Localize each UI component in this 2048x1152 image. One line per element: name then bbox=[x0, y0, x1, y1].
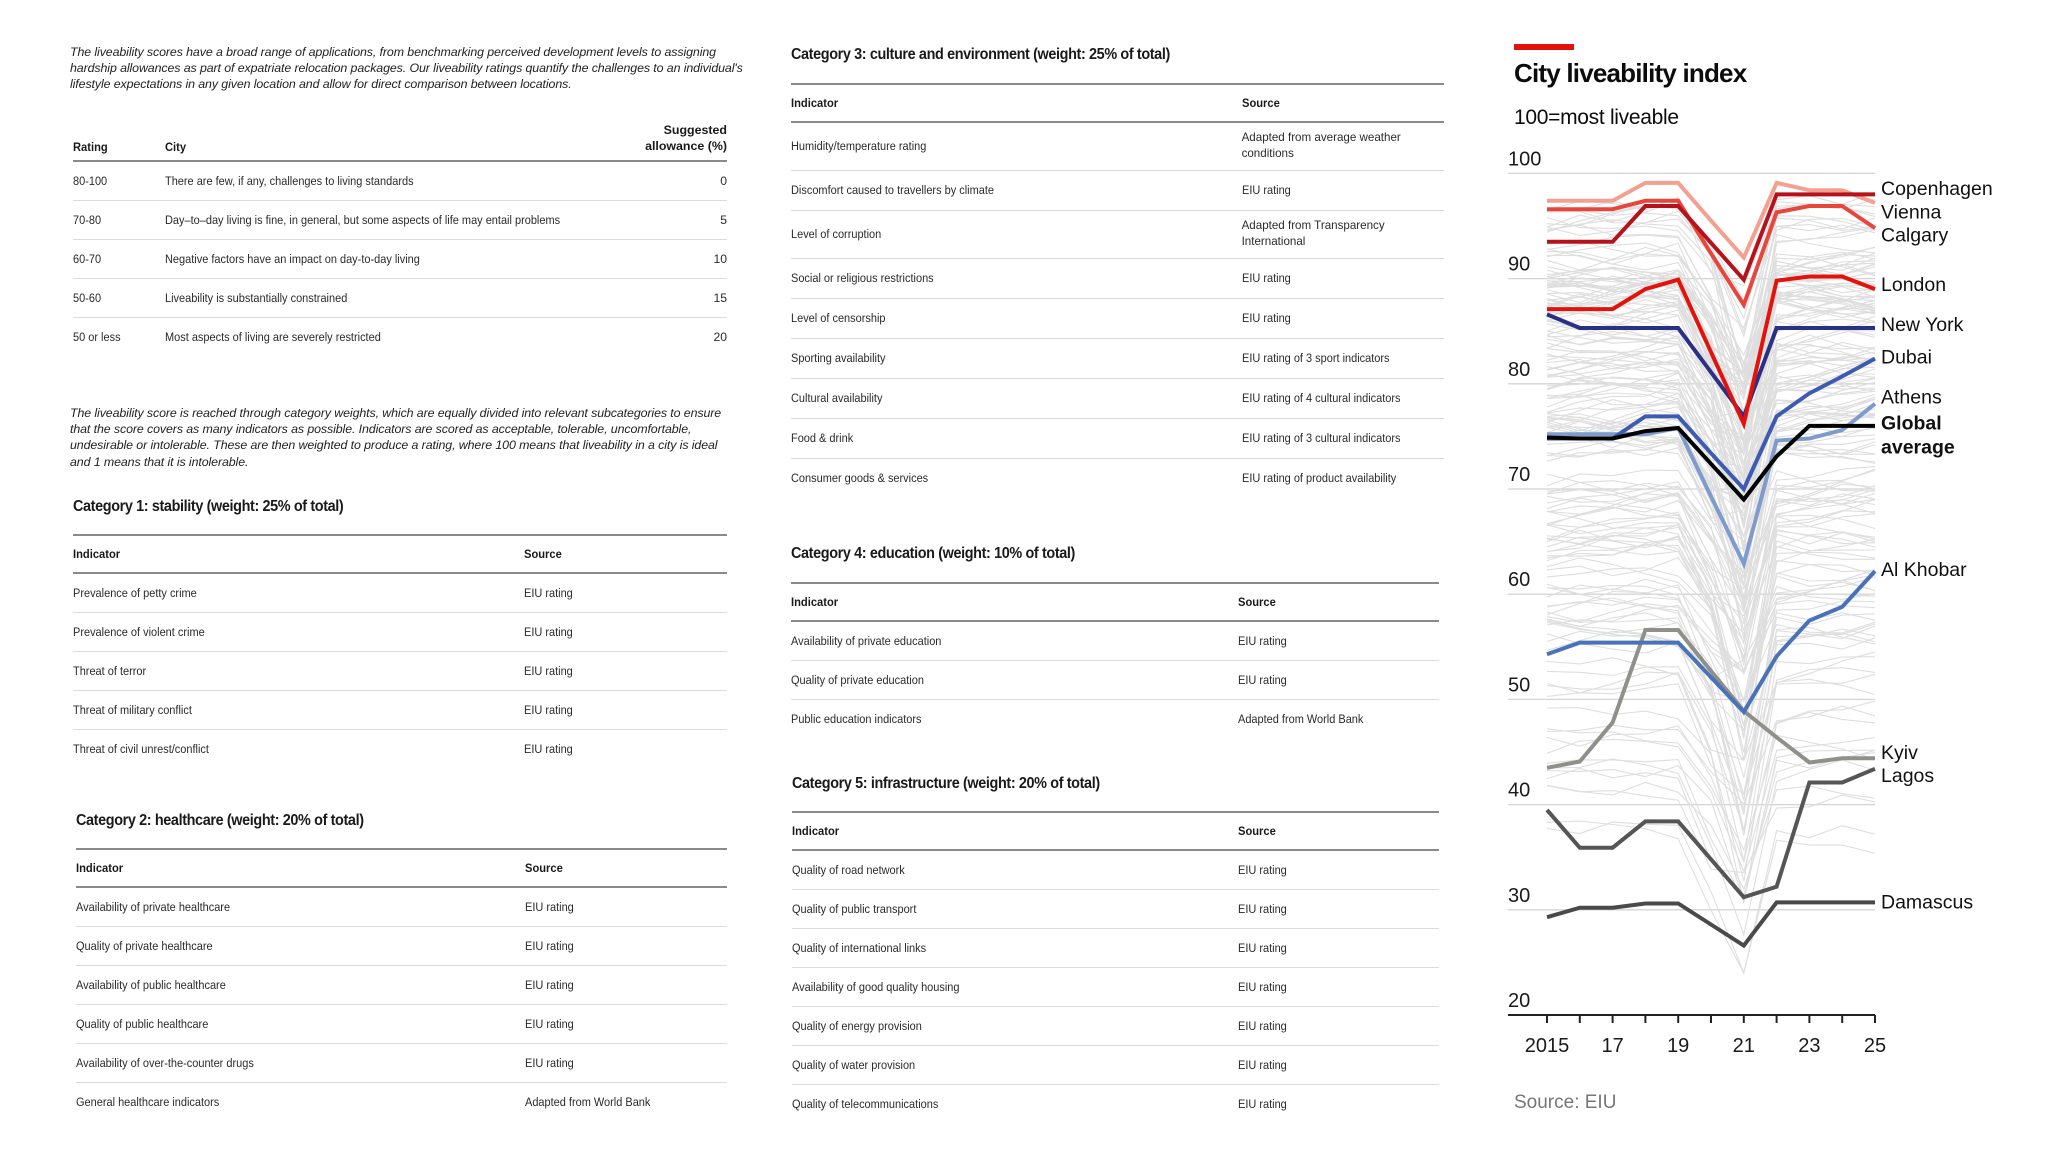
liveability-chart bbox=[1500, 30, 2048, 1140]
y-tick-label: 90 bbox=[1508, 253, 1531, 276]
indicator-table-header bbox=[792, 812, 1439, 850]
indicator-row bbox=[791, 458, 1444, 498]
indicator-source: EIU rating of product availability bbox=[1241, 471, 1396, 486]
indicator-source: EIU rating of 3 sport indicators bbox=[1242, 338, 1444, 378]
allowance-value: 15 bbox=[607, 279, 727, 318]
category-4-table bbox=[791, 582, 1439, 738]
indicator-source: EIU rating bbox=[525, 966, 727, 1005]
rating-value: 80-100 bbox=[73, 161, 165, 201]
series-label-copenhagen: Copenhagen bbox=[1881, 178, 1993, 201]
indicator-source: EIU rating bbox=[1242, 298, 1444, 338]
indicator-source: EIU rating bbox=[1238, 890, 1439, 929]
x-tick-label: 23 bbox=[1798, 1035, 1821, 1057]
indicator-source: EIU rating bbox=[1238, 661, 1439, 700]
indicator-name: Threat of military conflict bbox=[73, 691, 524, 730]
category-1-table bbox=[73, 534, 727, 768]
rating-description: There are few, if any, challenges to living standards bbox=[165, 161, 607, 201]
source-header: Source bbox=[1238, 812, 1439, 850]
series-label-london: London bbox=[1881, 273, 1947, 296]
indicator-source: EIU rating bbox=[524, 613, 727, 652]
indicator-row bbox=[76, 966, 727, 1005]
indicator-name: Level of corruption bbox=[791, 210, 1242, 258]
indicator-name: Food & drink bbox=[791, 418, 1242, 458]
rating-value: 70-80 bbox=[73, 201, 165, 240]
background-city-line bbox=[1547, 309, 1875, 488]
series-label-calgary: Calgary bbox=[1881, 224, 1949, 247]
category-5-table bbox=[792, 811, 1439, 1123]
indicator-table-header bbox=[791, 84, 1444, 122]
indicator-name: Quality of public transport bbox=[792, 890, 1238, 929]
background-city-line bbox=[1547, 205, 1875, 332]
indicator-row bbox=[791, 298, 1444, 338]
indicator-row bbox=[792, 929, 1439, 968]
indicator-source: Adapted from Transparency International bbox=[1242, 210, 1444, 258]
indicator-row bbox=[791, 378, 1444, 418]
chart-source: Source: EIU bbox=[1514, 1092, 1617, 1113]
indicator-name: Quality of water provision bbox=[792, 1046, 1238, 1085]
indicator-row bbox=[73, 730, 727, 769]
y-tick-label: 100 bbox=[1508, 148, 1542, 171]
indicator-row bbox=[73, 691, 727, 730]
source-header: Source bbox=[1238, 583, 1439, 621]
indicator-name: Quality of energy provision bbox=[792, 1007, 1238, 1046]
indicator-source: EIU rating bbox=[525, 887, 727, 927]
indicator-source: EIU rating bbox=[1238, 1097, 1288, 1111]
indicator-name: Discomfort caused to travellers by climate bbox=[791, 170, 1242, 210]
indicator-name: Availability of good quality housing bbox=[792, 968, 1238, 1007]
rating-description: Day–to–day living is fine, in general, but some aspects of life may entail problems bbox=[165, 201, 607, 240]
y-tick-label: 50 bbox=[1508, 674, 1531, 697]
indicator-source: EIU rating bbox=[1238, 850, 1439, 890]
indicator-row bbox=[791, 338, 1444, 378]
indicator-table-header bbox=[76, 849, 727, 887]
indicator-source: Adapted from World Bank bbox=[525, 1095, 651, 1109]
source-header: Source bbox=[524, 535, 727, 573]
indicator-row bbox=[792, 850, 1439, 890]
indicator-name: Quality of telecommunications bbox=[792, 1097, 939, 1111]
indicator-table-header bbox=[791, 583, 1439, 621]
indicator-row bbox=[73, 613, 727, 652]
indicator-name: Humidity/temperature rating bbox=[791, 122, 1242, 170]
indicator-source: Adapted from average weather conditions bbox=[1242, 122, 1444, 170]
indicator-source: EIU rating bbox=[525, 1005, 727, 1044]
rating-description: Negative factors have an impact on day-to-day living bbox=[165, 240, 607, 279]
indicator-source: EIU rating bbox=[525, 927, 727, 966]
indicator-row bbox=[792, 1046, 1439, 1085]
rating-description: Liveability is substantially constrained bbox=[165, 279, 607, 318]
allowance-value: 0 bbox=[607, 161, 727, 201]
indicator-name: Threat of civil unrest/conflict bbox=[73, 742, 209, 756]
indicator-header: Indicator bbox=[791, 84, 1242, 122]
indicator-name: Quality of private education bbox=[791, 661, 1238, 700]
allowance-value: 20 bbox=[713, 330, 727, 344]
indicator-name: Social or religious restrictions bbox=[791, 258, 1242, 298]
x-tick-label: 17 bbox=[1601, 1035, 1624, 1057]
indicator-source: EIU rating bbox=[1242, 258, 1444, 298]
city-header: City bbox=[165, 122, 607, 161]
background-city-line bbox=[1547, 507, 1875, 673]
y-tick-label: 30 bbox=[1508, 884, 1531, 907]
indicator-source: EIU rating bbox=[1238, 1046, 1439, 1085]
rating-row bbox=[73, 240, 727, 279]
indicator-name: Availability of public healthcare bbox=[76, 966, 525, 1005]
indicator-row bbox=[76, 887, 727, 927]
indicator-source: EIU rating bbox=[1238, 929, 1439, 968]
x-tick-label: 21 bbox=[1732, 1035, 1755, 1057]
rating-header: Rating bbox=[73, 122, 165, 161]
indicator-source: EIU rating bbox=[524, 742, 574, 756]
series-label-damascus: Damascus bbox=[1881, 891, 1974, 914]
indicator-name: Sporting availability bbox=[791, 338, 1242, 378]
indicator-source: EIU rating bbox=[524, 573, 727, 613]
indicator-name: Quality of international links bbox=[792, 929, 1238, 968]
source-header: Source bbox=[525, 849, 727, 887]
indicator-row bbox=[791, 170, 1444, 210]
rating-description: Most aspects of living are severely restricted bbox=[165, 330, 381, 344]
rating-row bbox=[73, 279, 727, 318]
indicator-name: Consumer goods & services bbox=[791, 471, 929, 486]
indicator-source: EIU rating bbox=[524, 652, 727, 691]
indicator-source: EIU rating bbox=[524, 691, 727, 730]
indicator-source: EIU rating of 4 cultural indicators bbox=[1242, 378, 1444, 418]
indicator-row bbox=[76, 1044, 727, 1083]
x-tick-label: 19 bbox=[1667, 1035, 1690, 1057]
indicator-row bbox=[792, 1007, 1439, 1046]
background-city-line bbox=[1547, 782, 1875, 889]
indicator-source: EIU rating bbox=[1242, 170, 1444, 210]
indicator-row bbox=[791, 122, 1444, 170]
indicator-row bbox=[76, 927, 727, 966]
category-2-title: Category 2: healthcare (weight: 20% of total) bbox=[76, 812, 364, 829]
indicator-row bbox=[76, 1005, 727, 1044]
indicator-header: Indicator bbox=[792, 812, 1238, 850]
indicator-name: Prevalence of violent crime bbox=[73, 613, 524, 652]
indicator-row bbox=[76, 1083, 727, 1122]
indicator-name: Level of censorship bbox=[791, 298, 1242, 338]
chart-subtitle: 100=most liveable bbox=[1514, 106, 1679, 129]
background-city-line bbox=[1547, 821, 1875, 973]
rating-value: 50-60 bbox=[73, 279, 165, 318]
indicator-row bbox=[791, 418, 1444, 458]
indicator-header: Indicator bbox=[791, 583, 1238, 621]
indicator-name: Public education indicators bbox=[791, 712, 922, 726]
rating-table-header bbox=[73, 122, 727, 161]
y-tick-label: 40 bbox=[1508, 779, 1531, 802]
series-label-athens: Athens bbox=[1881, 386, 1942, 409]
y-tick-label: 20 bbox=[1508, 990, 1531, 1012]
rating-row bbox=[73, 201, 727, 240]
indicator-row bbox=[792, 968, 1439, 1007]
category-2-table bbox=[76, 848, 727, 1121]
series-line-damascus bbox=[1547, 902, 1875, 945]
indicator-name: General healthcare indicators bbox=[76, 1095, 220, 1109]
indicator-header: Indicator bbox=[76, 849, 525, 887]
series-label-global-average-2: average bbox=[1881, 436, 1955, 459]
indicator-row bbox=[791, 258, 1444, 298]
indicator-row bbox=[791, 700, 1439, 739]
indicator-table-header bbox=[73, 535, 727, 573]
series-label-vienna: Vienna bbox=[1881, 201, 1942, 224]
category-4-title: Category 4: education (weight: 10% of total) bbox=[791, 545, 1075, 562]
category-5-title: Category 5: infrastructure (weight: 20% of total) bbox=[792, 775, 1100, 792]
series-label-al-khobar: Al Khobar bbox=[1881, 558, 1967, 581]
indicator-row bbox=[792, 890, 1439, 929]
indicator-row bbox=[791, 661, 1439, 700]
indicator-source: EIU rating of 3 cultural indicators bbox=[1242, 418, 1444, 458]
source-header: Source bbox=[1242, 84, 1444, 122]
indicator-row bbox=[791, 621, 1439, 661]
y-tick-label: 70 bbox=[1508, 464, 1531, 486]
indicator-name: Quality of private healthcare bbox=[76, 927, 525, 966]
indicator-name: Threat of terror bbox=[73, 652, 524, 691]
background-city-line bbox=[1547, 753, 1875, 901]
rating-value: 60-70 bbox=[73, 240, 165, 279]
category-1-title: Category 1: stability (weight: 25% of total) bbox=[73, 498, 344, 515]
allowance-header: Suggested allowance (%) bbox=[607, 122, 727, 161]
chart-title: City liveability index bbox=[1514, 58, 1747, 88]
category-3-table bbox=[791, 83, 1444, 498]
allowance-value: 5 bbox=[607, 201, 727, 240]
chart-plot bbox=[1500, 30, 2048, 1080]
series-label-kyiv: Kyiv bbox=[1881, 742, 1918, 764]
indicator-name: Cultural availability bbox=[791, 378, 1242, 418]
series-label-global-average: Global bbox=[1881, 412, 1942, 435]
rating-row bbox=[73, 161, 727, 201]
indicator-header: Indicator bbox=[73, 535, 524, 573]
y-tick-label: 60 bbox=[1508, 569, 1531, 592]
indicator-name: Quality of public healthcare bbox=[76, 1005, 525, 1044]
x-tick-label: 25 bbox=[1863, 1035, 1887, 1057]
series-line-lagos bbox=[1547, 769, 1875, 897]
series-label-new-york: New York bbox=[1881, 313, 1964, 336]
indicator-name: Prevalence of petty crime bbox=[73, 573, 524, 613]
indicator-row bbox=[792, 1085, 1439, 1124]
background-city-line bbox=[1547, 499, 1875, 589]
methodology-paragraph: The liveability score is reached through category weights, which are equally divided into relevant subcategories to ensure that the score covers as many indicators as possible. Indicators are scored as acceptable, tolerable, uncomfortable, undesirable or intolerable. These are then weighted to produce a rating, where 100 means that liveability in a city is ideal and 1 means that it is intolerable. bbox=[70, 406, 722, 469]
y-tick-label: 80 bbox=[1508, 358, 1531, 381]
indicator-name: Availability of private healthcare bbox=[76, 887, 525, 927]
rating-value: 50 or less bbox=[73, 330, 121, 344]
indicator-row bbox=[73, 652, 727, 691]
category-3-title: Category 3: culture and environment (weight: 25% of total) bbox=[791, 46, 1170, 63]
indicator-name: Availability of over-the-counter drugs bbox=[76, 1044, 525, 1083]
rating-row bbox=[73, 318, 727, 357]
intro-paragraph: The liveability scores have a broad range of applications, from benchmarking perceived development levels to assigning hardship allowances as part of expatriate relocation packages. Our liveability ratings quantify the challenges to an individual's lifestyle expectations in any given location and allow for direct comparison between locations. bbox=[70, 45, 743, 92]
allowance-value: 10 bbox=[607, 240, 727, 279]
indicator-name: Quality of road network bbox=[792, 850, 1238, 890]
indicator-row bbox=[73, 573, 727, 613]
indicator-name: Availability of private education bbox=[791, 621, 1238, 661]
indicator-source: EIU rating bbox=[1238, 621, 1439, 661]
rating-table bbox=[73, 122, 727, 356]
background-city-line bbox=[1547, 708, 1875, 903]
indicator-source: EIU rating bbox=[1238, 968, 1439, 1007]
indicator-source: EIU rating bbox=[1238, 1007, 1439, 1046]
indicator-source: EIU rating bbox=[525, 1044, 727, 1083]
indicator-row bbox=[791, 210, 1444, 258]
series-label-dubai: Dubai bbox=[1881, 346, 1932, 369]
series-label-lagos: Lagos bbox=[1881, 765, 1935, 788]
x-tick-label: 2015 bbox=[1524, 1035, 1570, 1057]
indicator-source: Adapted from World Bank bbox=[1238, 712, 1364, 726]
